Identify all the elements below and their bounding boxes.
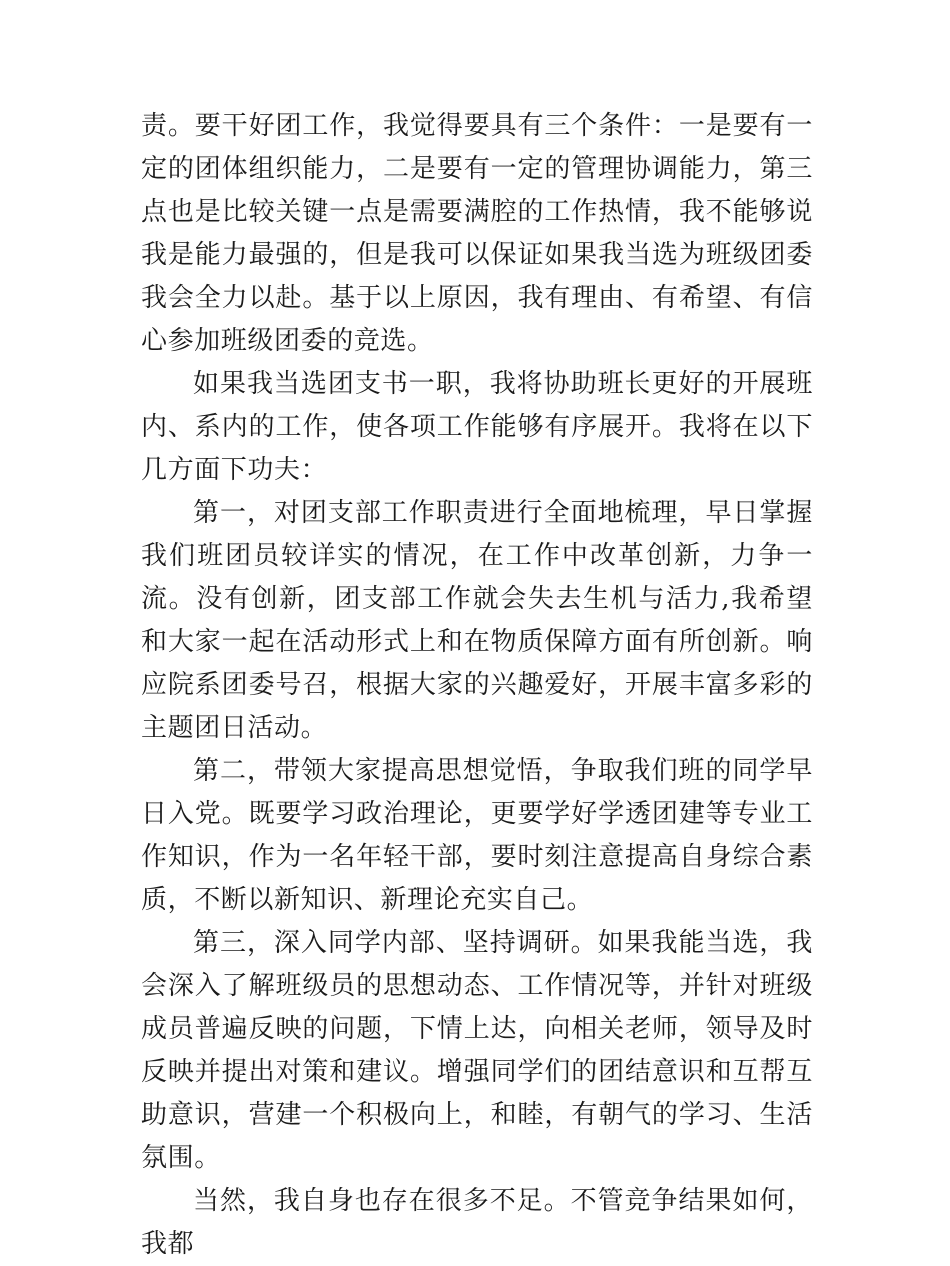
- paragraph-6: 当然，我自身也存在很多不足。不管竞争结果如何，我都: [141, 1186, 813, 1259]
- paragraph-5: 第三，深入同学内部、坚持调研。如果我能当选，我会深入了解班级员的思想动态、工作情况等，并针对班级成员普遍反映的问题，下情上达，向相关老师，领导及时反映并提出对策和建议。增强同学们的团结意识和互帮互助意识，营建一个积极向上，和睦，有朝气的学习、生活氛围。: [141, 928, 813, 1173]
- paragraph-4: 第二，带领大家提高思想觉悟，争取我们班的同学早日入党。既要学习政治理论，更要学好学透团建等专业工作知识，作为一名年轻干部，要时刻注意提高自身综合素质，不断以新知识、新理论充实自己。: [141, 756, 813, 915]
- document-body: [141, 105, 813, 1266]
- paragraph-3: 第一，对团支部工作职责进行全面地梳理，早日掌握我们班团员较详实的情况，在工作中改革创新，力争一流。没有创新，团支部工作就会失去生机与活力,我希望和大家一起在活动形式上和在物质保障方面有所创新。响应院系团委号召，根据大家的兴趣爱好，开展丰富多彩的主题团日活动。: [141, 498, 813, 743]
- paragraph-2: 如果我当选团支书一职，我将协助班长更好的开展班内、系内的工作，使各项工作能够有序展开。我将在以下几方面下功夫：: [141, 369, 813, 485]
- paragraph-1: 责。要干好团工作，我觉得要具有三个条件：一是要有一定的团体组织能力，二是要有一定的管理协调能力，第三点也是比较关键一点是需要满腔的工作热情，我不能够说我是能力最强的，但是我可以保证如果我当选为班级团委我会全力以赴。基于以上原因，我有理由、有希望、有信心参加班级团委的竞选。: [141, 111, 813, 356]
